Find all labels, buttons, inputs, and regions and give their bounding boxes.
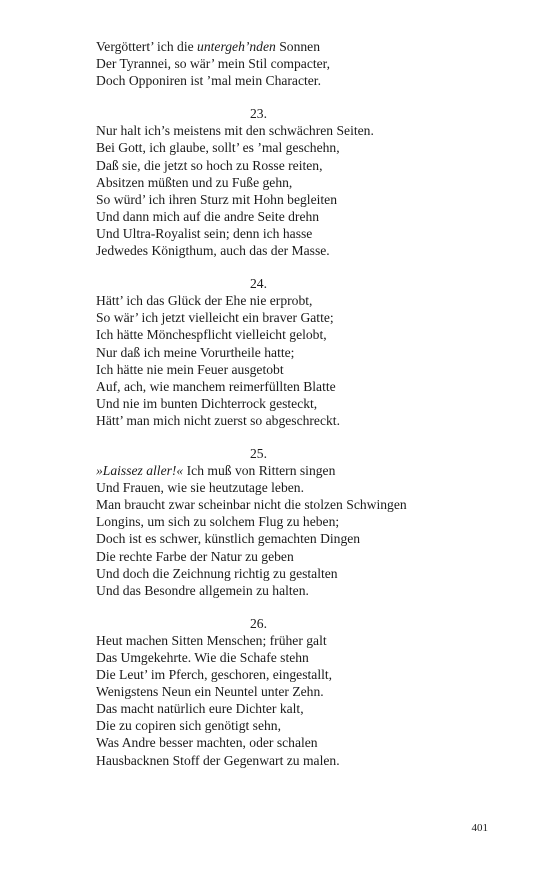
verse-text: Der Tyrannei, so wär’ mein Stil compacter, [96,56,331,72]
verse-text: Doch Opponiren ist ’mal mein Character. [96,73,321,89]
verse-line [96,378,496,395]
verse-text: Und doch die Zeichnung richtig zu gestalten [96,565,338,581]
verse-line [96,496,496,513]
verse-line [96,479,496,496]
italic-text: untergeh’nden [197,39,276,54]
verse-line [96,72,496,89]
verse-text: Und Frauen, wie sie heutzutage leben. [96,480,304,496]
poem-text [96,38,496,769]
verse-line [96,55,496,72]
stanza-number: 25. [250,445,267,461]
verse-text: Vergöttert’ ich die [96,39,198,54]
stanza-number: 23. [250,106,267,122]
verse-line [96,361,496,378]
verse-line [96,157,496,174]
verse-line [96,548,496,565]
verse-text: Und nie im bunten Dichterrock gesteckt, [96,395,318,411]
verse-text: So würd’ ich ihren Sturz mit Hohn begleiten [96,191,337,207]
verse-line [96,700,496,717]
verse-text: Ich muß von Rittern singen [183,463,336,479]
verse-text: Die rechte Farbe der Natur zu geben [96,548,294,564]
verse-line [96,395,496,412]
verse-line [96,462,496,479]
stanza [96,275,496,429]
verse-line [96,717,496,734]
verse-line [96,191,496,208]
verse-line [96,565,496,582]
verse-line [96,734,496,751]
verse-text: So wär’ ich jetzt vielleicht ein braver Gatte; [96,310,334,326]
verse-line [96,139,496,156]
verse-line [96,412,496,429]
verse-text: Nur daß ich meine Vorurtheile hatte; [96,344,295,360]
verse-text: Hätt’ ich das Glück der Ehe nie erprobt, [96,293,313,309]
stanza [96,105,496,259]
verse-text: Ich hätte nie mein Feuer ausgetobt [96,361,284,377]
stanza [96,615,496,769]
verse-line [96,292,496,309]
verse-text: Auf, ach, wie manchem reimerfüllten Blatte [96,378,336,394]
verse-text: Nur halt ich’s meistens mit den schwächren Seiten. [96,123,374,139]
verse-line [96,649,496,666]
verse-line [96,344,496,361]
verse-text: Die zu copiren sich genötigt sehn, [96,718,281,734]
verse-line [96,122,496,139]
verse-text: Und das Besondre allgemein zu halten. [96,582,309,598]
stanza-number: 24. [250,276,267,292]
italic-text: »Laissez aller!« [96,463,184,479]
verse-text: Bei Gott, ich glaube, sollt’ es ’mal geschehn, [96,140,340,156]
verse-text: Was Andre besser machten, oder schalen [96,735,318,751]
verse-text: Heut machen Sitten Menschen; früher galt [96,632,327,648]
verse-line [96,632,496,649]
verse-text: Ich hätte Mönchespflicht vielleicht gelobt, [96,327,327,343]
verse-line [96,326,496,343]
verse-text: Daß sie, die jetzt so hoch zu Rosse reiten, [96,157,323,173]
verse-text: Das macht natürlich eure Dichter kalt, [96,701,304,717]
verse-line [96,666,496,683]
verse-line [96,309,496,326]
stanza [96,445,496,599]
verse-line [96,208,496,225]
verse-text: Doch ist es schwer, künstlich gemachten Dingen [96,531,361,547]
verse-text: Jedwedes Königthum, auch das der Masse. [96,243,330,259]
verse-text: Wenigstens Neun ein Neuntel unter Zehn. [96,684,324,700]
verse-text: Sonnen [275,39,321,54]
verse-line [96,530,496,547]
verse-text: Hätt’ man mich nicht zuerst so abgeschreckt. [96,412,340,428]
verse-text: Hausbacknen Stoff der Gegenwart zu malen. [96,752,340,768]
verse-text: Das Umgekehrte. Wie die Schafe stehn [96,650,309,665]
verse-text: Die Leut’ im Pferch, geschoren, eingestallt, [96,667,333,683]
verse-text: Man braucht zwar scheinbar nicht die stolzen Schwingen [96,497,407,513]
verse-text: Absitzen müßten und zu Fuße gehn, [96,174,293,190]
verse-line [96,225,496,242]
verse-line [96,242,496,259]
verse-line [96,582,496,599]
stanza [96,38,496,89]
verse-text: Longins, um sich zu solchem Flug zu heben; [96,514,340,530]
verse-line [96,683,496,700]
verse-line [96,174,496,191]
stanza-number: 26. [250,615,267,631]
verse-line [96,513,496,530]
verse-text: Und dann mich auf die andre Seite drehn [96,208,320,224]
page-number: 401 [471,822,488,834]
verse-line [96,38,496,55]
verse-text: Und Ultra-Royalist sein; denn ich hasse [96,225,313,241]
verse-line [96,752,496,769]
